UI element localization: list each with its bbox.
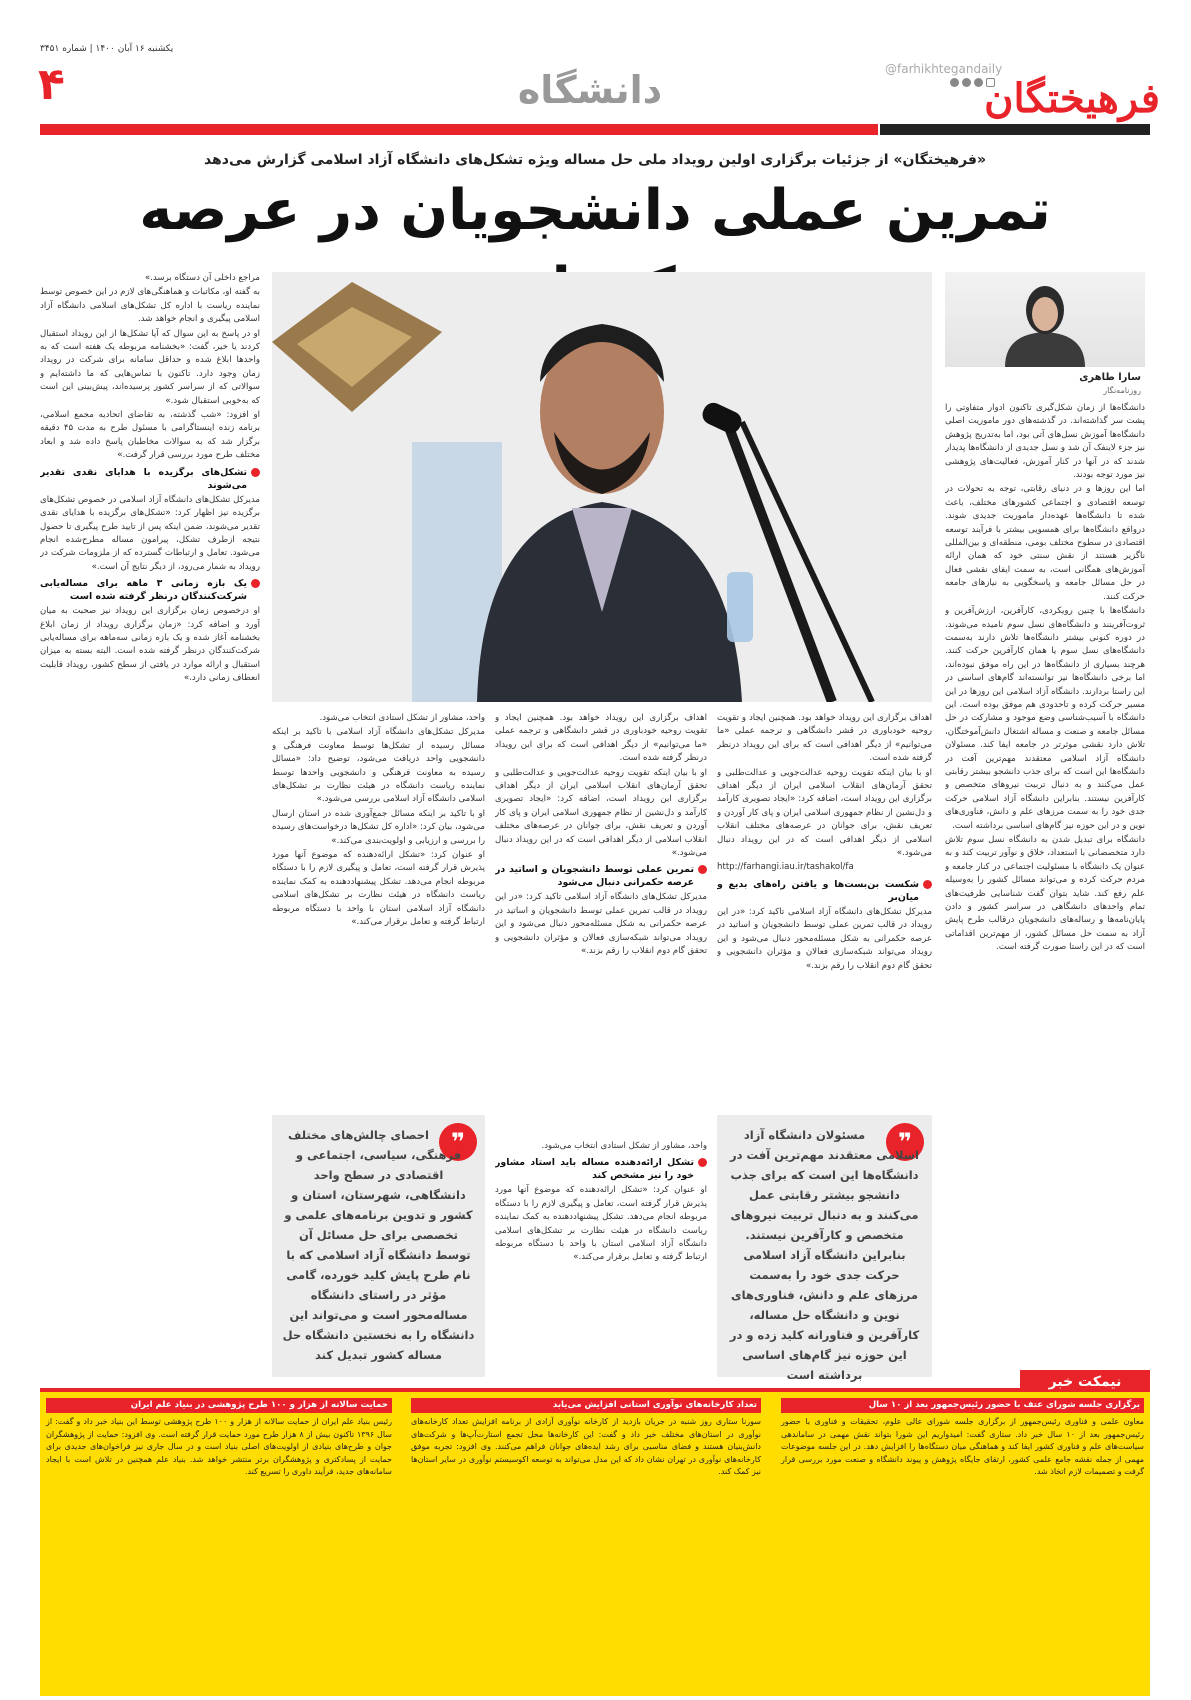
paragraph: به گفته او، مکاتبات و هماهنگی‌های لازم در این خصوص توسط نماینده ریاست با اداره کل تشکل‌های اسلامی دانشگاه آزاد اسلامی پیگیری و انجام خواهد شد. xyxy=(40,287,260,325)
article-column-4 xyxy=(40,272,260,1282)
paragraph: او عنوان کرد: «تشکل ارائه‌دهنده که موضوع آنها مورد پذیرش قرار گرفته است، تعامل و پیگیری لازم را با دستگاه مربوطه انجام می‌دهد. تشکل پیشنهاددهنده به کمک نماینده ریاست دانشگاه در هیئت نظارت بر تشکل‌های اسلامی دانشگاه آزاد اسلامی استان با واحد با دستگاه مربوطه ارتباط گرفته و تعامل برقرار می‌کند.» xyxy=(495,1185,707,1263)
quote-mark-icon: ❞ xyxy=(886,1123,924,1161)
masthead xyxy=(0,0,1191,140)
quote-mark-icon: ❞ xyxy=(439,1123,477,1161)
subheading: تشکل ارائه‌دهنده مساله باید استاد مشاور خود را نیز مشخص کند xyxy=(495,1156,707,1182)
pull-quote-right xyxy=(717,1115,932,1382)
paragraph: او در پاسخ به این سوال که آیا تشکل‌ها از این رویداد استقبال کردند یا خیر، گفت: «بخشنامه مربوطه یک هفته است که به واحدها ابلاغ شده و حداقل سامانه برای شرکت در رویداد زمان وجود دارد. تاکنون با تماس‌هایی که ما داشته‌ایم و سوالاتی که از سراسر کشور پرسیده‌اند، پیش‌بینی این است که به‌خوبی استقبال شود.» xyxy=(40,328,260,406)
article-headline: تمرین عملی دانشجویان در عرصه xyxy=(139,178,1051,243)
aparat-icon xyxy=(950,78,959,87)
paragraph: او با بیان اینکه تقویت روحیه عدالت‌جویی و عدالت‌طلبی و تحقق آرمان‌های انقلاب اسلامی ایران از دیگر اهداف برگزاری این رویداد است، اضافه کرد: «ایجاد تصویری کارآمد و دل‌نشین از نظام جمهوری اسلامی ایران و پای کار آوردن و تعریف نقش، برای جوانان در عرصه‌های مختلف انقلاب اسلامی از دیگر اهدافی است که در این رویداد دنبال می‌شود.» xyxy=(717,767,932,859)
black-rule xyxy=(880,124,1150,135)
news-item-3 xyxy=(40,1398,398,1690)
paragraph: مدیرکل تشکل‌های دانشگاه آزاد اسلامی در خصوص تشکل‌های برگزیده نیز اظهار کرد: «تشکل‌های برگزیده با هدایای نقدی تقدیر می‌شوند، ضمن اینکه پس از تایید طرح پیگیری تا حصول نتیجه ازطرف تشکل، پیرامون مساله مطرح‌شده انجام می‌شود. تعامل و ارتباطات گسترده که از ملزومات شرکت در رویداد به شمار می‌رود، از دیگر نتایج آن است.» xyxy=(40,494,260,572)
url-text[interactable]: http://farhangi.iau.ir/tashakol/fa xyxy=(717,862,854,873)
bullet-icon xyxy=(251,579,260,588)
paragraph: مدیرکل تشکل‌های دانشگاه آزاد اسلامی تاکید کرد: «در این رویداد در قالب تمرین عملی توسط دانشجویان و اساتید در عرصه حکمرانی به شکل مسئله‌محور دنبال می‌شود و این رویداد می‌تواند شبکه‌سازی فعالان و مؤثران دانشجویی و تحقق گام دوم انقلاب را رقم بزند.» xyxy=(717,906,932,971)
paragraph: مدیرکل تشکل‌های دانشگاه آزاد اسلامی تاکید کرد: «در این رویداد در قالب تمرین عملی توسط دانشجویان و اساتید در عرصه حکمرانی به شکل مسئله‌محور دنبال می‌شود و این رویداد می‌تواند شبکه‌سازی فعالان و مؤثران دانشجویی و تحقق گام دوم انقلاب را رقم بزند.» xyxy=(495,892,707,957)
paragraph: واحد، مشاور از تشکل استادی انتخاب می‌شود. xyxy=(319,713,485,723)
news-body: معاون علمی و فناوری رئیس‌جمهور از برگزاری جلسه شورای عالی علوم، تحقیقات و فناوری با حضور رئیس‌جمهور بعد از ۱۰ سال خبر داد. ستاری گفت: امیدواریم این شورا بتواند نقش مهمی در ساماندهی سیاست‌های علم و فناوری کشور ایفا کند و هماهنگی میان دستگاه‌ها را افزایش دهد. در این جلسه موضوعات مهمی از جمله نقشه جامع علمی کشور، ارتقای جایگاه پژوهش و پیوند دانشگاه و صنعت مورد بررسی قرار گرفت و تصمیمات لازم اتخاذ شد. xyxy=(781,1417,1144,1477)
paragraph: او با تاکید بر اینکه مسائل جمع‌آوری شده در استان ارسال می‌شود، بیان کرد: «اداره کل تشکل‌ها درخواست‌های رسیده را بررسی و ارزیابی و اولویت‌بندی می‌کند.» xyxy=(272,808,485,846)
twitter-icon xyxy=(962,78,971,87)
paragraph: دانشگاه‌ها با چنین رویکردی، کارآفرین، ارزش‌آفرین و ثروت‌آفرینند و دانشگاه‌های نسل سوم نامیده می‌شوند. در دوره کنونی بیشتر دانشگاه‌ها تلاش دارند به‌سمت دانشگاه‌های نسل سوم یا همان کارآفرین حرکت کنند. هرچند بسیاری از دانشگاه‌ها در این راه موفق نبوده‌اند، اما برخی دانشگاه‌ها نیز توانسته‌اند گام‌های اساسی در این راستا بردارند. دانشگاه آزاد اسلامی این روزها در این مسیر حرکت کرده و تاحدودی هم موفق بوده است. این دانشگاه با آسیب‌شناسی وضع موجود و مشارکت در حل مسائل جامعه و صنعت و مساله اشتغال دانش‌آموختگان، تلاش دارد نقشی موثرتر در جامعه ایفا کند. مسئولان دانشگاه آزاد اسلامی معتقدند مهم‌ترین آفت در دانشگاه‌ها این است که برای جذب دانشجو بیشتر رقابتی عمل می‌کنند و به دنبال تربیت نیروهای متخصص و کارآفرین نیستند. بنابراین دانشگاه آزاد اسلامی حرکت جدی خود را به سمت مرزهای علم و دانش، فناوری‌های نوین و در این حوزه نیز گام‌های اساسی برداشته است. xyxy=(945,606,1145,831)
bullet-icon xyxy=(251,468,260,477)
paragraph: مراجع داخلی آن دستگاه برسد.» xyxy=(144,273,260,283)
article-column-2 xyxy=(717,712,932,1132)
page-number: ۴ xyxy=(38,59,65,110)
paragraph: او افزود: «شب گذشته، به تقاضای اتحادیه مجمع اسلامی، برنامه زنده اینستاگرامی با مسئول طرح به مدت ۴۵ دقیقه برگزار شد که به سوالات مخاطبان پاسخ داده شد و ابعاد مختلف طرح مورد بررسی قرار گرفت.» xyxy=(40,410,260,461)
issue-date: یکشنبه ۱۶ آبان ۱۴۰۰ | شماره ۳۴۵۱ xyxy=(40,44,174,54)
paragraph: او درخصوص زمان برگزاری این رویداد نیز صحبت به میان آورد و اضافه کرد: «زمان برگزاری رویداد از زمان ابلاغ بخشنامه آغاز شده و یک بازه زمانی سه‌ماهه برای مساله‌یابی شرکت‌کنندگان درنظر گرفته شده است. البته بسته به میزان استقبال و ارائه موارد در یافتی از سطح کشور، رویداد قابلیت انعطاف زمانی دارد.» xyxy=(40,606,260,684)
paragraph: دانشگاه‌ها از زمان شکل‌گیری تاکنون ادوار متفاوتی را پشت سر گذاشته‌اند. در گذشته‌های دور ماموریت اصلی دانشگاه‌ها آموزش نسل‌های آتی بود، اما به‌تدریج پژوهش نیز جزء لاینفک آن شد و نسل جدیدی از دانشگاه‌ها پدیدار شدند که در آنها در کنار آموزش، فعالیت‌های پژوهشی نیز مورد توجه بودند. xyxy=(945,403,1145,481)
paragraph: واحد، مشاور از تشکل استادی انتخاب می‌شود. xyxy=(541,1141,707,1151)
subheading: تشکل‌های برگزیده با هدایای نقدی تقدیر می‌شوند xyxy=(40,466,260,492)
bullet-icon xyxy=(698,865,707,874)
paragraph: دانشگاه برای تبدیل شدن به دانشگاه نسل سوم تلاش دارد متخصصانی با استعداد، خلاق و نوآور تربیت کند و به عنوان یک دانشگاه با مسئولیت اجتماعی در کنار جامعه و مردم حرکت کرده و می‌تواند مسائل کشور را به‌وسیله علم رفع کند. شاید بتوان گفت شناسایی ظرفیت‌های تمام واحدهای دانشگاهی در سراسر کشور و دادن پایان‌نامه‌ها و رساله‌های دانشجویان درقالب طرح پایش آزاد به سمت حل مسائل کشور، از مهم‌ترین اقداماتی است که در این راستا صورت گرفته است. xyxy=(945,835,1145,953)
article-kicker: «فرهیختگان» از جزئیات برگزاری اولین رویداد ملی حل مساله ویژه تشکل‌های دانشگاه آزاد اسلامی گزارش می‌دهد xyxy=(203,152,987,168)
news-item-1 xyxy=(775,1398,1150,1690)
paragraph: اهداف برگزاری این رویداد خواهد بود. همچنین ایجاد و تقویت روحیه خودباوری در قشر دانشگاهی و ترجمه عملی «ما می‌توانیم» از دیگر اهدافی است که برای این رویداد درنظر گرفته شده است. xyxy=(495,713,707,764)
subheading: شکست بن‌بست‌ها و یافتن راه‌های بدیع و میان‌بر xyxy=(717,878,932,904)
nimkat-title: نیمکت خبر xyxy=(1048,1374,1122,1390)
red-rule xyxy=(40,124,878,135)
author-role: روزنامه‌نگار xyxy=(1103,386,1141,395)
news-body: رئیس بنیاد علم ایران از حمایت سالانه از هزار و ۱۰۰ طرح پژوهشی توسط این بنیاد خبر داد و گفت: از سال ۱۳۹۶ تاکنون بیش از ۸ هزار طرح مورد حمایت قرار گرفته است. وی افزود: حمایت از پژوهشگران جوان و طرح‌های بنیادی از اولویت‌های اصلی بنیاد است و در سال جاری نیز فراخوان‌های جدیدی برای حمایت از پسادکتری و پژوهشگران برتر منتشر خواهد شد. بنیاد علم همچنین در تلاش است با ایجاد سامانه‌های جدید، فرآیند داوری را تسریع کند. xyxy=(46,1417,393,1477)
news-headline: برگزاری جلسه شورای عتف با حضور رئیس‌جمهور بعد از ۱۰ سال xyxy=(781,1398,1144,1413)
subheading: یک بازه زمانی ۳ ماهه برای مساله‌یابی شرکت‌کنندگان درنظر گرفته شده است xyxy=(40,577,260,603)
article-column-2b xyxy=(495,712,707,1132)
newspaper-logo: فرهیختگان xyxy=(984,75,1160,122)
section-title: دانشگاه xyxy=(517,68,663,112)
pull-quote-text: مسئولان دانشگاه آزاد اسلامی معتقدند مهم‌ترین آفت در دانشگاه‌ها این است که برای جذب دانشجو بیشتر رقابتی عمل می‌کنند و به دنبال تربیت نیروهای متخصص و کارآفرین نیستند. بنابراین دانشگاه آزاد اسلامی حرکت جدی خود را به‌سمت مرزهای علم و دانش، فناوری‌های نوین و دانشگاه حل مساله، کارآفرین و فناورانه کلید زده و در این حوزه نیز گام‌های اساسی برداشته است xyxy=(729,1128,920,1382)
nimkat-title-box xyxy=(1020,1370,1150,1394)
article-column-mid xyxy=(495,1140,707,1380)
author-photo xyxy=(945,272,1145,367)
social-handle: @farhikhtegandaily xyxy=(885,62,1003,76)
pull-quote-text: احصای چالش‌های مختلف فرهنگی، سیاسی، اجتماعی و اقتصادی در سطح واحد دانشگاهی، شهرستان، استان و کشور و تدوین برنامه‌های علمی و تخصصی برای حل مسائل آن توسط دانشگاه آزاد اسلامی که با نام طرح پایش کلید خورده، گامی مؤثر در راستای دانشگاه مساله‌محور است و می‌تواند این دانشگاه را به نخستین دانشگاه حل مساله کشور تبدیل کند xyxy=(282,1128,475,1362)
author-portrait xyxy=(945,272,1145,367)
news-body: سورنا ستاری روز شنبه در جریان بازدید از کارخانه نوآوری آزادی از برنامه افزایش تعداد کارخانه‌های نوآوری در استان‌های مختلف خبر داد و گفت: این کارخانه‌ها محل تجمع استارت‌آپ‌ها و شرکت‌های دانش‌بنیان هستند و فضای مناسبی برای رشد ایده‌های جوانان فراهم می‌کنند. وی افزود: تجربه موفق کارخانه‌های نوآوری در تهران نشان داد که این مدل می‌تواند به توسعه اکوسیستم نوآوری در سایر استان‌ها نیز کمک کند. xyxy=(411,1417,761,1477)
news-item-2 xyxy=(405,1398,767,1690)
news-headline: تعداد کارخانه‌های نوآوری استانی افزایش می‌یابد xyxy=(411,1398,761,1413)
news-headline: حمایت سالانه از هزار و ۱۰۰ طرح پژوهشی در بنیاد علم ایران xyxy=(46,1398,392,1413)
bullet-icon xyxy=(923,880,932,889)
article-column-1 xyxy=(945,402,1145,1282)
paragraph: او با بیان اینکه تقویت روحیه عدالت‌جویی و عدالت‌طلبی و تحقق آرمان‌های انقلاب اسلامی ایران از دیگر اهداف برگزاری این رویداد است، اضافه کرد: «ایجاد تصویری کارآمد و دل‌نشین از نظام جمهوری اسلامی ایران و پای کار آوردن و تعریف نقش، برای جوانان در عرصه‌های مختلف انقلاب اسلامی از دیگر اهدافی است که در این رویداد دنبال می‌شود.» xyxy=(495,767,707,859)
paragraph: او عنوان کرد: «تشکل ارائه‌دهنده که موضوع آنها مورد پذیرش قرار گرفته است، تعامل و پیگیری لازم را با دستگاه مربوطه انجام می‌دهد. تشکل پیشنهاددهنده به کمک نماینده ریاست دانشگاه در هیئت نظارت بر تشکل‌های اسلامی دانشگاه آزاد اسلامی استان با واحد با دستگاه مربوطه ارتباط گرفته و تعامل برقرار می‌کند.» xyxy=(272,850,485,928)
bullet-icon xyxy=(698,1158,707,1167)
paragraph: اهداف برگزاری این رویداد خواهد بود. همچنین ایجاد و تقویت روحیه خودباوری در قشر دانشگاهی و ترجمه عملی «ما می‌توانیم» از دیگر اهدافی است که برای این رویداد درنظر گرفته شده است. xyxy=(717,713,932,764)
article-column-3 xyxy=(272,712,485,1132)
pull-quote-left xyxy=(272,1115,485,1377)
subheading: تمرین عملی توسط دانشجویان و اساتید در عرصه حکمرانی دنبال می‌شود xyxy=(495,863,707,889)
paragraph: مدیرکل تشکل‌های دانشگاه آزاد اسلامی با تاکید بر اینکه مسائل رسیده از تشکل‌ها توسط معاونت فرهنگی و دانشجویی واحد دریافت می‌شود، توضیح داد: «مسائل رسیده به معاونت فرهنگی و دانشجویی واحدها توسط نماینده ریاست دانشگاه در هیئت نظارت بر تشکل‌های اسلامی دانشگاه آزاد اسلامی بررسی می‌شود.» xyxy=(272,727,485,805)
main-photo xyxy=(272,272,932,702)
speaker-photo xyxy=(272,272,932,702)
telegram-icon xyxy=(974,78,983,87)
author-name: سارا طاهری xyxy=(1079,372,1141,383)
paragraph: اما این روزها و در دنیای رقابتی، توجه به تحولات در توسعه اقتصادی و اجتماعی کشورهای مختلف، باعث شده تا دانشگاه‌ها عهده‌دار ماموریت جدیدی شوند. درواقع دانشگاه‌ها برای همسویی بیشتر با فرآیند توسعه اقتصادی در سطوح مختلف بومی، منطقه‌ای و بین‌المللی ناگزیر هستند از نقش سنتی خود که همان ارائه آموزش‌های همگانی است، به سمت ایفای نقشی فعال در حل مسائل جامعه و پاسخگویی به نیازهای جامعه حرکت کنند. xyxy=(945,484,1145,602)
